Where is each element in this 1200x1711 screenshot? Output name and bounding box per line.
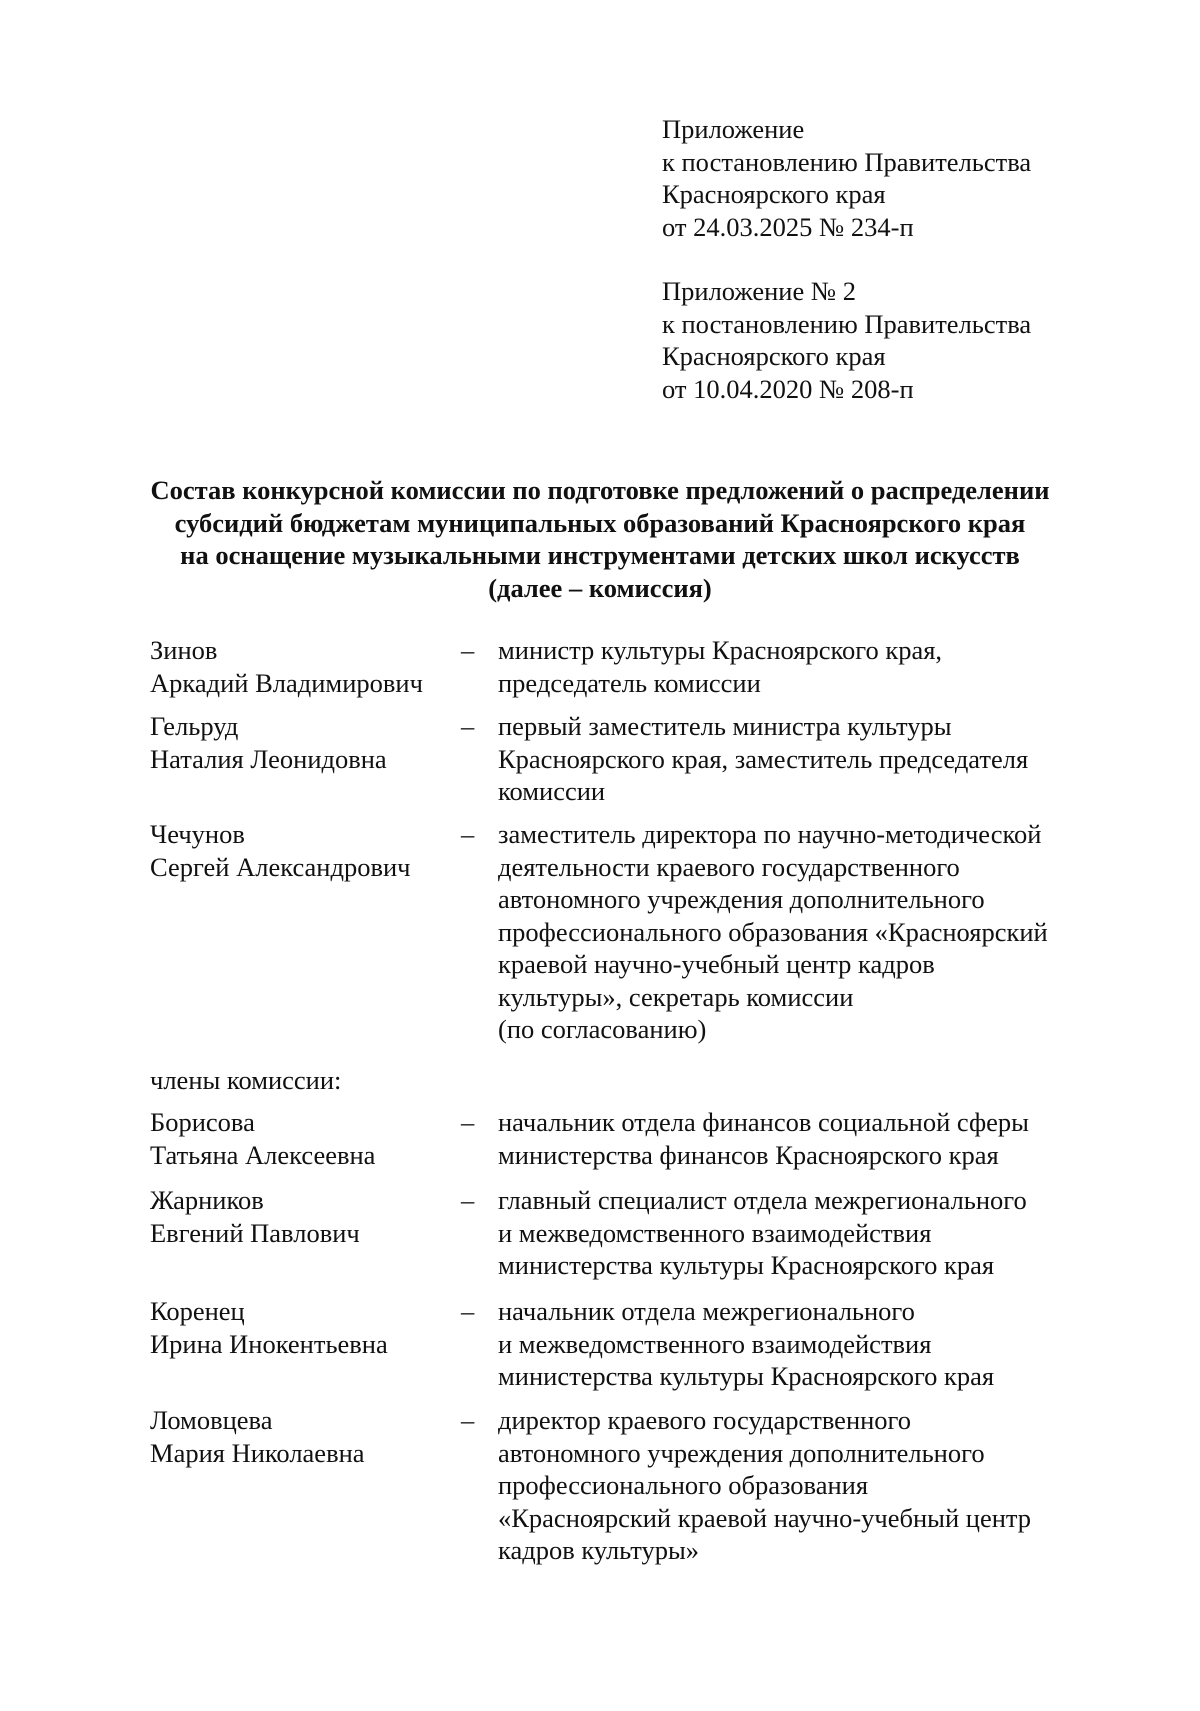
member-surname: Зинов — [150, 635, 218, 665]
role-line: министерства финансов Красноярского края — [498, 1139, 999, 1170]
member-name — [150, 710, 450, 775]
member-role — [498, 634, 1148, 699]
title-line: (далее – комиссия) — [488, 572, 712, 603]
member-role — [498, 1106, 1148, 1171]
dash-separator: – — [461, 635, 475, 665]
appendix-line: Красноярского края — [662, 341, 886, 371]
member-name — [150, 1184, 450, 1249]
member-surname: Коренец — [150, 1296, 245, 1326]
role-line: заместитель директора по научно-методической — [498, 819, 1042, 849]
role-line: и межведомственного взаимодействия — [498, 1328, 932, 1359]
title-line: Состав конкурсной комиссии по подготовке предложений о распределении — [150, 475, 1050, 505]
title-line: субсидий бюджетам муниципальных образований Красноярского края — [174, 507, 1026, 538]
role-line: деятельности краевого государственного — [498, 851, 960, 882]
dash-separator: – — [461, 1185, 475, 1215]
document-title — [100, 474, 1100, 604]
role-line: начальник отдела финансов социальной сферы — [498, 1107, 1029, 1137]
appendix-line: от 10.04.2020 № 208-п — [662, 373, 914, 404]
member-surname: Борисова — [150, 1107, 255, 1137]
member-given-names: Аркадий Владимирович — [150, 667, 423, 698]
member-surname: Ломовцева — [150, 1405, 273, 1435]
member-name — [150, 1106, 450, 1171]
appendix-line: Красноярского края — [662, 179, 886, 209]
appendix-line: Приложение — [662, 114, 805, 144]
role-line: главный специалист отдела межрегионального — [498, 1185, 1027, 1215]
title-line: на оснащение музыкальными инструментами детских школ искусств — [180, 540, 1020, 570]
member-given-names: Татьяна Алексеевна — [150, 1139, 376, 1170]
dash-separator: – — [461, 819, 475, 849]
members-section-label: члены комиссии: — [150, 1065, 342, 1095]
member-given-names: Ирина Инокентьевна — [150, 1328, 388, 1359]
dash-separator: – — [461, 711, 475, 741]
member-role — [498, 1295, 1148, 1393]
role-line: председатель комиссии — [498, 667, 761, 698]
role-line: автономного учреждения дополнительного — [498, 884, 985, 914]
role-line: «Красноярский краевой научно-учебный центр — [498, 1502, 1032, 1533]
member-surname: Чечунов — [150, 819, 245, 849]
role-line: и межведомственного взаимодействия — [498, 1217, 932, 1248]
role-line: автономного учреждения дополнительного — [498, 1437, 985, 1468]
role-line: Красноярского края, заместитель председателя — [498, 743, 1029, 774]
role-line: первый заместитель министра культуры — [498, 711, 952, 741]
member-name — [150, 1404, 450, 1469]
member-role — [498, 710, 1148, 808]
member-given-names: Наталия Леонидовна — [150, 743, 387, 774]
appendix-line: Приложение № 2 — [662, 276, 857, 306]
member-role — [498, 1184, 1148, 1282]
dash-separator: – — [461, 1107, 475, 1137]
role-line: министерства культуры Красноярского края — [498, 1250, 995, 1280]
role-line: профессионального образования — [498, 1470, 869, 1500]
member-surname: Жарников — [150, 1185, 264, 1215]
appendix-current-header — [662, 113, 1162, 243]
member-name — [150, 634, 450, 699]
role-line: директор краевого государственного — [498, 1405, 912, 1435]
dash-separator: – — [461, 1296, 475, 1326]
role-line: министерства культуры Красноярского края — [498, 1361, 995, 1391]
role-line: министр культуры Красноярского края, — [498, 635, 943, 665]
appendix-line: к постановлению Правительства — [662, 308, 1032, 339]
member-name — [150, 818, 450, 883]
role-line: комиссии — [498, 776, 606, 806]
dash-separator: – — [461, 1405, 475, 1435]
role-line: профессионального образования «Красноярский — [498, 916, 1048, 947]
member-role — [498, 1404, 1148, 1567]
appendix-line: к постановлению Правительства — [662, 146, 1032, 177]
member-given-names: Евгений Павлович — [150, 1217, 360, 1248]
role-line: кадров культуры» — [498, 1535, 700, 1565]
role-line: культуры», секретарь комиссии — [498, 981, 854, 1012]
role-line: (по согласованию) — [498, 1014, 707, 1044]
appendix-original-header — [662, 275, 1162, 405]
member-given-names: Сергей Александрович — [150, 851, 411, 882]
role-line: краевой научно-учебный центр кадров — [498, 949, 935, 979]
role-line: начальник отдела межрегионального — [498, 1296, 915, 1326]
appendix-line: от 24.03.2025 № 234-п — [662, 211, 914, 242]
member-role — [498, 818, 1148, 1046]
member-given-names: Мария Николаевна — [150, 1437, 365, 1468]
member-name — [150, 1295, 450, 1360]
member-surname: Гельруд — [150, 711, 239, 741]
